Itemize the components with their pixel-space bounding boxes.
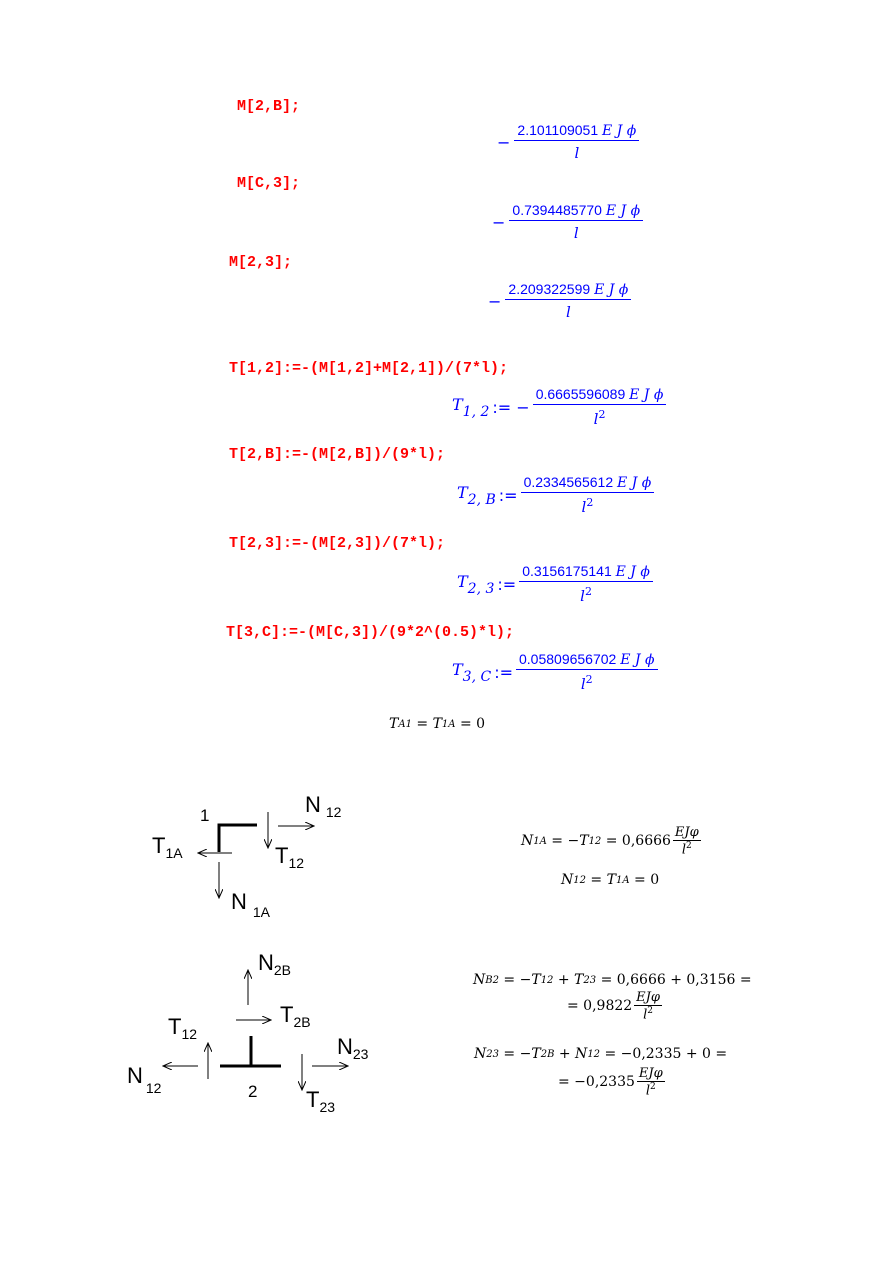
node2-label-t23: T23 bbox=[306, 1087, 336, 1115]
maple-command-t3c[interactable]: T[3,C]:=-(M[C,3])/(9*2^(0.5)*l); bbox=[226, 624, 515, 641]
equation-nb2-line1: N B2 = −T 12 + T 23 = 0,6666 + 0,3156 = bbox=[473, 972, 752, 988]
node2-number: 2 bbox=[248, 1082, 258, 1101]
assign-symbol: := bbox=[498, 485, 518, 505]
assign-symbol: := bbox=[494, 662, 513, 682]
node1-label-t12: T12 bbox=[275, 843, 305, 871]
node1-joint bbox=[219, 825, 257, 852]
node1-number: 1 bbox=[200, 806, 210, 825]
maple-output-t12: $T_{1, 2}$ := − $\frac{\text{0.6665596089 E J ϕ}}{l^2}$ bbox=[452, 386, 666, 428]
output-factor: E J ϕ bbox=[605, 203, 641, 219]
output-factor: E J ϕ bbox=[617, 475, 652, 491]
output-lhs: $T_{2, B}$ bbox=[457, 482, 496, 508]
node2-label-n2b: N2B bbox=[258, 950, 292, 978]
node2-label-t2b: T2B bbox=[280, 1002, 311, 1030]
equation-ta1: T A1 = T 1A = 0 bbox=[389, 716, 486, 732]
output-factor: E J ϕ bbox=[629, 387, 664, 403]
node2-label-n12: N 12 bbox=[127, 1063, 162, 1096]
node2-label-t12: T12 bbox=[168, 1014, 198, 1042]
node1-label-n12: N 12 bbox=[305, 792, 342, 820]
equation-n23-line1: N 23 = −T 2B + N 12 = −0,2335 + 0 = bbox=[474, 1046, 728, 1062]
output-value: 2.101109051 bbox=[517, 122, 599, 138]
equation-n1a: N 1A = −T 12 = 0,6666 EJφ $l^2$ bbox=[521, 825, 699, 858]
maple-command-t23[interactable]: T[2,3]:=-(M[2,3])/(7*l); bbox=[229, 535, 446, 552]
output-value: 0.3156175141 bbox=[522, 563, 612, 579]
node1-label-n1a: N 1A bbox=[231, 889, 271, 920]
output-lhs: $T_{2, 3}$ bbox=[457, 571, 495, 597]
output-factor: E J ϕ bbox=[620, 652, 655, 668]
assign-minus: := − bbox=[492, 397, 530, 417]
output-value: 2.209322599 bbox=[508, 281, 591, 297]
minus-sign: − bbox=[488, 291, 502, 311]
maple-command-m23[interactable]: M[2,3]; bbox=[229, 254, 293, 271]
output-value: 0.05809656702 bbox=[519, 651, 617, 667]
node2-label-n23: N23 bbox=[337, 1034, 369, 1062]
maple-command-t2b[interactable]: T[2,B]:=-(M[2,B])/(9*l); bbox=[229, 446, 446, 463]
output-denominator: l bbox=[574, 144, 580, 162]
output-factor: E J ϕ bbox=[602, 123, 637, 139]
maple-command-m2b[interactable]: M[2,B]; bbox=[237, 98, 301, 115]
node1-label-t1a: T1A bbox=[152, 833, 183, 861]
minus-sign: − bbox=[492, 212, 506, 232]
maple-output-t23: $T_{2, 3}$ := $\frac{\text{0.3156175141 E J ϕ}}{l^2}$ bbox=[457, 563, 653, 605]
equation-nb2-line2: = 0,9822 EJφ $l^2$ bbox=[567, 990, 660, 1023]
assign-symbol: := bbox=[497, 574, 517, 594]
output-lhs: $T_{1, 2}$ bbox=[452, 394, 490, 420]
maple-output-t2b: $T_{2, B}$ := $\frac{\text{0.2334565612 E J ϕ}}{l^2}$ bbox=[457, 474, 654, 516]
output-value: 0.7394485770 bbox=[512, 202, 602, 218]
output-value: 0.2334565612 bbox=[523, 474, 614, 490]
output-factor: E J ϕ bbox=[594, 282, 629, 298]
equation-n23-line2: = −0,2335 EJφ $l^2$ bbox=[558, 1066, 663, 1099]
output-value: 0.6665596089 bbox=[535, 386, 626, 402]
output-denominator: l bbox=[565, 303, 571, 321]
output-factor: E J ϕ bbox=[615, 564, 650, 580]
equation-n12: N 12 = T 1A = 0 bbox=[561, 872, 660, 888]
maple-command-mc3[interactable]: M[C,3]; bbox=[237, 175, 301, 192]
maple-command-t12[interactable]: T[1,2]:=-(M[1,2]+M[2,1])/(7*l); bbox=[229, 360, 509, 377]
output-denominator: l bbox=[573, 224, 579, 242]
maple-output-t3c: $T_{3, C}$ := $\frac{\text{0.05809656702 E J ϕ}}{l^2}$ bbox=[452, 651, 658, 693]
output-lhs: $T_{3, C}$ bbox=[452, 659, 492, 685]
minus-sign: − bbox=[497, 132, 511, 152]
